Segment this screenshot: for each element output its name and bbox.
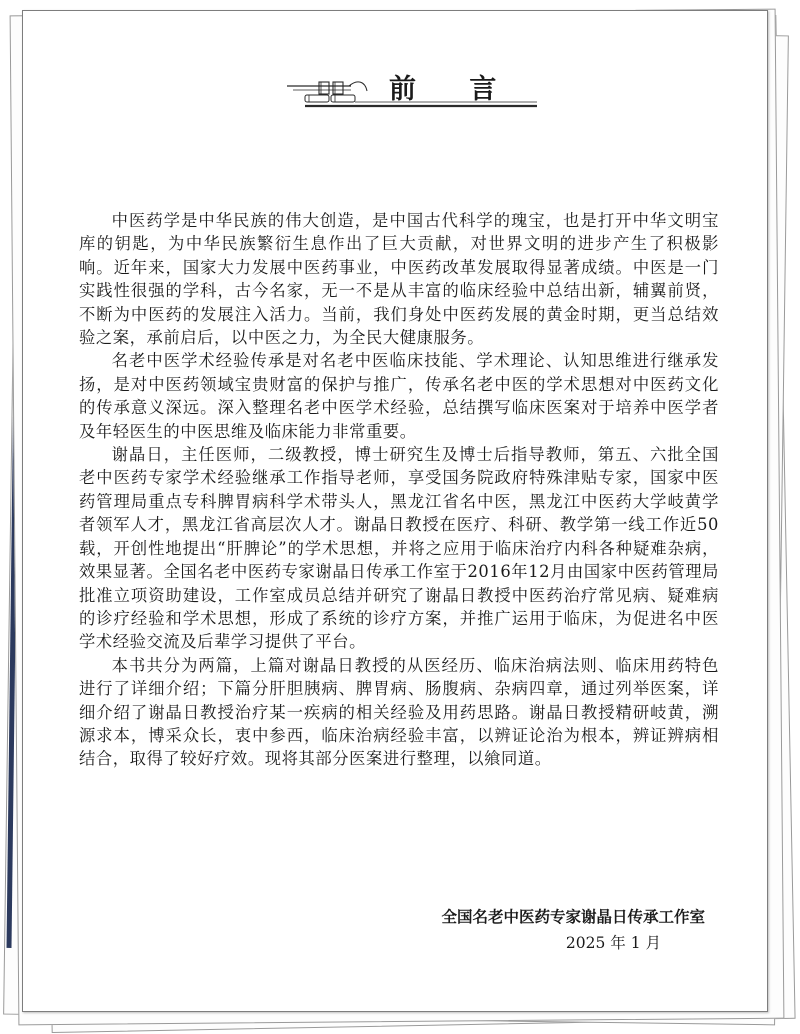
signature-org: 全国名老中医药专家谢晶日传承工作室 [441,907,705,926]
document-page [22,10,768,1012]
preface-body [79,209,719,771]
paragraph: 中医药学是中华民族的伟大创造，是中国古代科学的瑰宝，也是打开中华文明宝库的钥匙，为中华民族繁衍生息作出了巨大贡献，对世界文明的进步产生了积极影响。近年来，国家大力发展中医药事业，中医药改革发展取得显著成绩。中医是一门实践性很强的学科，古今名家，无一不是从丰富的临床经验中总结出新，辅翼前贤，不断为中医药的发展注入活力。当前，我们身处中医药发展的黄金时期，更当总结效验之案，承前启后，以中医之力，为全民大健康服务。 [79,211,719,348]
paragraph: 谢晶日，主任医师，二级教授，博士研究生及博士后指导教师，第五、六批全国老中医药专家学术经验继承工作指导老师，享受国务院政府特殊津贴专家，国家中医药管理局重点专科脾胃病科学术带头人，黑龙江省名中医，黑龙江中医药大学岐黄学者领军人才，黑龙江省高层次人才。谢晶日教授在医疗、科研、教学第一线工作近50载，开创性地提出“肝脾论”的学术思想，并将之应用于临床治疗内科各种疑难杂病，效果显著。全国名老中医药专家谢晶日传承工作室于2016年12月由国家中医药管理局批准立项资助建设，工作室成员总结并研究了谢晶日教授中医药治疗常见病、疑难病的诊疗经验和学术思想，形成了系统的诊疗方案，并推广运用于临床，为促进名中医学术经验交流及后辈学习提供了平台。 [79,445,719,652]
signature-block [375,904,705,956]
paragraph: 本书共分为两篇，上篇对谢晶日教授的从医经历、临床治病法则、临床用药特色进行了详细介绍；下篇分肝胆胰病、脾胃病、肠腹病、杂病四章，通过列举医案，详细介绍了谢晶日教授治疗某一疾病的相关经验及用药思路。谢晶日教授精研岐黄，溯源求本，博采众长，衷中参西，临床治病经验丰富，以辨证论治为根本，辨证辨病相结合，取得了较好疗效。现将其部分医案进行整理，以飨同道。 [79,655,719,769]
paragraph: 名老中医学术经验传承是对名老中医临床技能、学术理论、认知思维进行继承发扬，是对中医药领域宝贵财富的保护与推广，传承名老中医的学术思想对中医药文化的传承意义深远。深入整理名老中医学术经验，总结撰写临床医案对于培养中医学者及年轻医生的中医思维及临床能力非常重要。 [79,351,719,441]
page-title: 前 言 [389,74,519,105]
title-block [285,61,545,111]
signature-date: 2025 年 1 月 [565,934,661,952]
